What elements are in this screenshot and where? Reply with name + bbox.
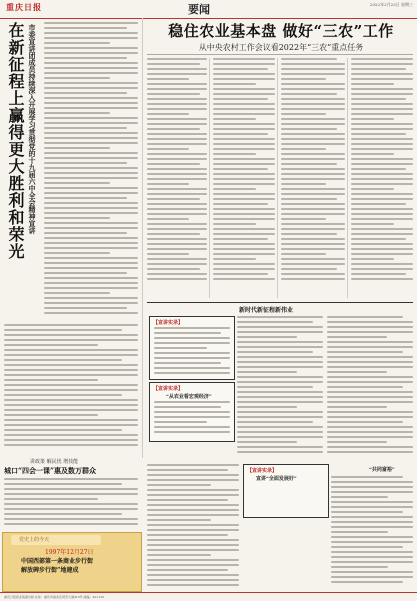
- dateline: 2022年2月23日 星期三: [369, 2, 413, 7]
- quote-box-caption: 宣讲“全面发展好”: [256, 476, 297, 482]
- article-text-block-lower: [4, 324, 138, 454]
- column-caption: “共同富裕”: [369, 467, 395, 473]
- text-column-6: [327, 316, 413, 456]
- article-text: [4, 478, 138, 530]
- column-divider: [277, 58, 278, 298]
- text-column-4: [351, 58, 413, 298]
- quote-box-label: 【宣讲实录】: [153, 386, 184, 392]
- text-column-3: [281, 58, 345, 298]
- ad-banner: 党史上的今天: [11, 535, 101, 545]
- quote-box-label: 【宣讲实录】: [247, 468, 278, 474]
- ad-date: 1997年12月27日: [45, 549, 94, 556]
- sub-headline: 市委宣讲团成员持续深入开展学习贯彻党的十九届六中全会精神宣讲: [28, 24, 37, 234]
- article-text-block: [44, 22, 138, 322]
- newspaper-logo: 重庆日报: [6, 2, 42, 12]
- column-divider: [209, 58, 210, 298]
- quote-box: [243, 464, 329, 518]
- column-divider: [347, 58, 348, 298]
- section-side-label: 新时代新征程新伟业: [239, 307, 294, 314]
- lead-title: 稳住农业基本盘 做好“三农”工作: [168, 22, 394, 40]
- text-column-7: [147, 464, 239, 590]
- text-column-5: [237, 316, 323, 456]
- text-column-1: [147, 58, 207, 298]
- ad-title-line1: 中国西部第一条商业步行街: [21, 558, 94, 565]
- article-heading: 城口“四会一课”惠及数万群众: [4, 466, 97, 475]
- text-column-2: [213, 58, 275, 298]
- footer: 重庆日报报业集团出版 社址：重庆市渝北区同茂大道416号 邮编：401120: [0, 592, 417, 600]
- quote-box: [149, 316, 235, 380]
- text-column-8: [331, 476, 413, 590]
- quote-box-text: [154, 327, 230, 375]
- lead-subtitle: 从中央农村工作会议看2022年“三农”重点任务: [198, 43, 364, 52]
- quote-box-caption: “从农业看宏观经济”: [166, 394, 212, 400]
- bottom-right-articles: [143, 458, 417, 592]
- history-ad-box: [2, 532, 142, 592]
- section-divider: [147, 302, 413, 303]
- quote-box: [149, 382, 235, 442]
- quote-box-text: [154, 401, 230, 439]
- left-column: [0, 18, 143, 458]
- right-area: [143, 18, 417, 458]
- masthead: [0, 0, 417, 19]
- section-title: 要闻: [188, 3, 210, 16]
- article-kicker: 讲政策 解民忧 增技能: [30, 459, 79, 465]
- divider: [147, 54, 413, 55]
- main-headline: 在新征程上赢得更大胜利和荣光: [6, 22, 25, 260]
- quote-box-label: 【宣讲实录】: [153, 320, 184, 326]
- ad-title-line2: 解放碑步行街”地建成: [21, 567, 79, 574]
